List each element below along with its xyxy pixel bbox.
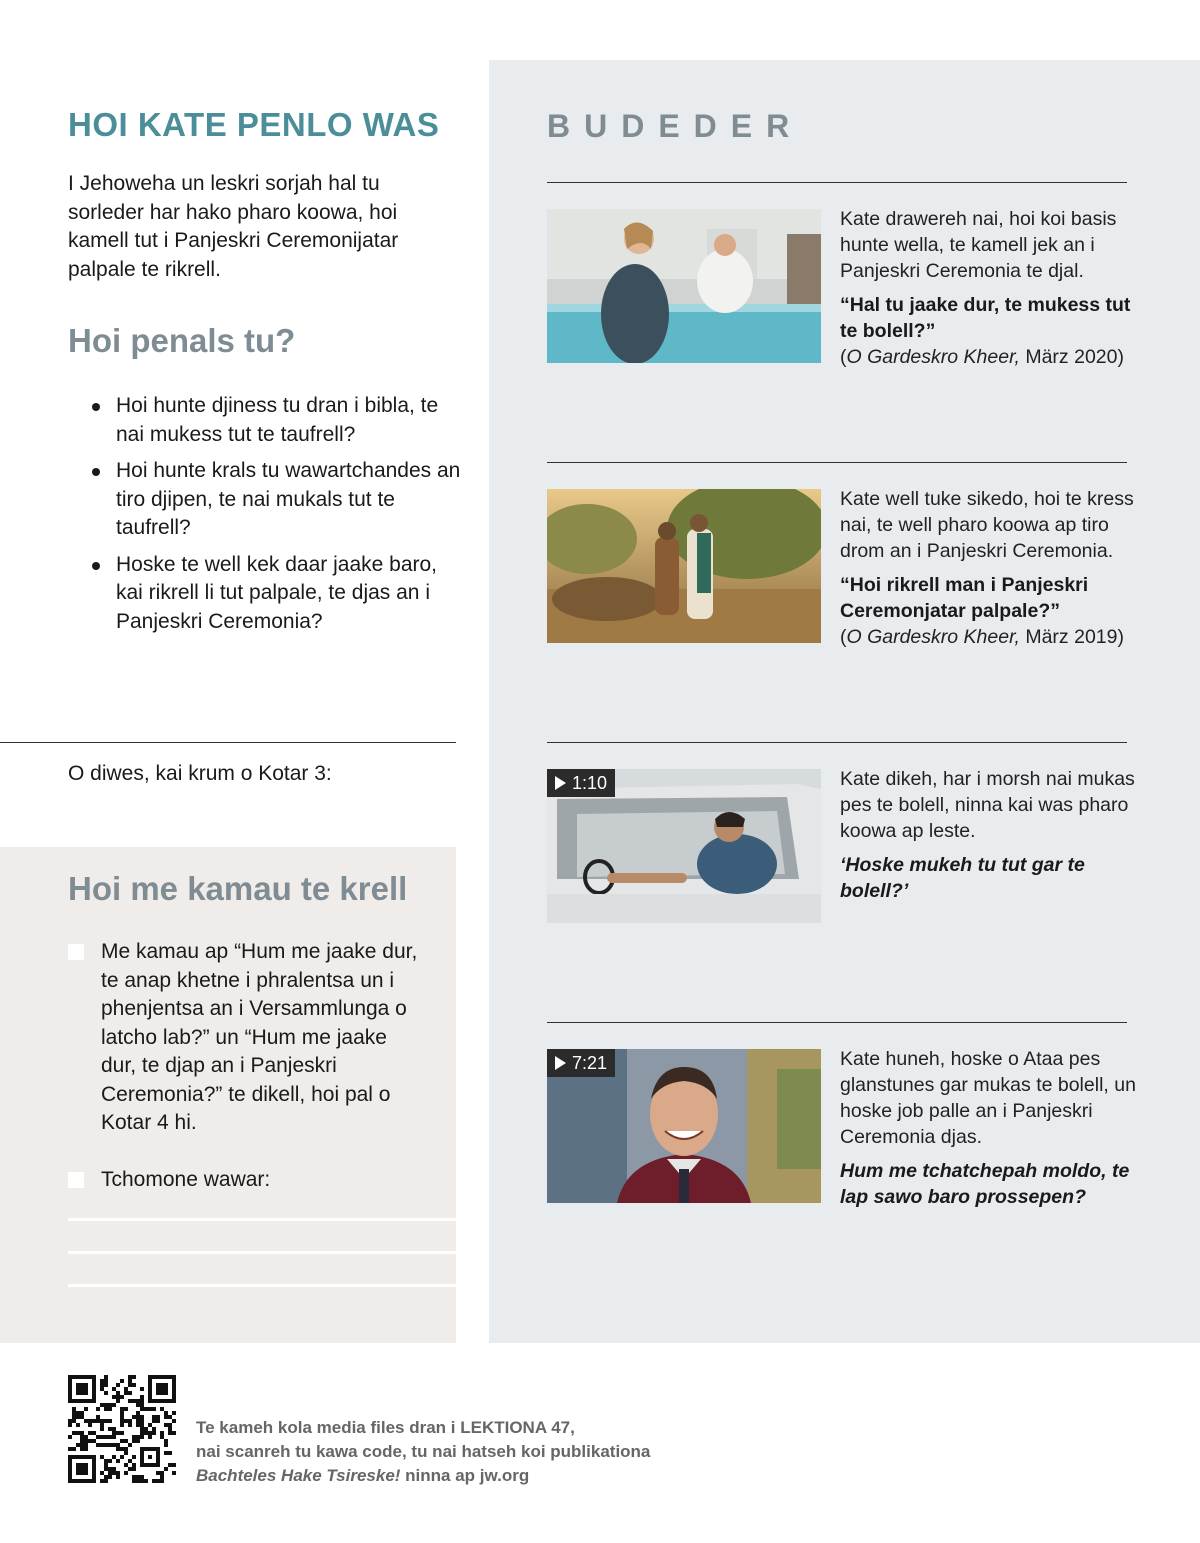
divider (547, 462, 1127, 463)
writing-line[interactable] (68, 1218, 456, 1221)
footer-line: Te kameh kola media files dran i LEKTIONA 47, (196, 1418, 575, 1437)
video-smiling-man-icon[interactable] (547, 1049, 821, 1203)
video-duration-badge (547, 1049, 615, 1077)
resource-title-link[interactable]: ‘Hoske mukeh tu tut gar te bolell?’ (840, 854, 1085, 902)
resource-source: (O Gardeskro Kheer, März 2019) (840, 626, 1124, 648)
video-man-in-car-icon[interactable] (547, 769, 821, 923)
questions-heading: Hoi penals tu? (68, 322, 296, 359)
completion-date-label: O diwes, kai krum o Kotar 3: (68, 762, 332, 785)
resource-title-link[interactable]: “Hoi rikrell man i Panjeskri Ceremonjatar palpale?” (840, 574, 1089, 622)
resources-heading: BUDEDER (547, 108, 804, 144)
resource-description: Kate well tuke sikedo, hoi te kress nai, te well pharo koowa ap tiro drom an i Panjeskri Ceremonia. (840, 488, 1134, 562)
resource-description: Kate dikeh, har i morsh nai mukas pes te bolell, ninna kai was pharo koowa ap leste. (840, 768, 1135, 842)
video-duration: 7:21 (572, 1053, 608, 1073)
bullet-icon (92, 468, 100, 476)
resource-item-3 (840, 766, 1140, 904)
publication-title: Bachteles Hake Tsireske! (196, 1466, 401, 1485)
task-text: Me kamau ap “Hum me jaake dur, te anap khetne i phralentsa un i phenjentsa an i Versammlunga o latcho lab?” un “Hum me jaake dur, te djap an i Panjeskri Ceremonia?” te dikell, hoi pal o Kotar 4 hi. (101, 940, 418, 1134)
intro-text: I Jehoweha un leskri sorjah hal tu sorleder har hako pharo koowa, hoi kamell tut i Panjeskri Ceremonijatar palpale te rikrell. (68, 172, 399, 281)
list-item (92, 457, 462, 543)
list-item (92, 392, 462, 449)
play-icon (555, 1056, 566, 1070)
source-publication: O Gardeskro Kheer, (846, 346, 1020, 368)
question-text: Hoske te well kek daar jaake baro, kai rikrell li tut palpale, te djas an i Panjeskri Ceremonia? (116, 552, 437, 633)
play-icon (555, 776, 566, 790)
checkbox-icon[interactable] (68, 944, 84, 960)
baptism-photo-icon[interactable] (547, 209, 821, 363)
video-duration-badge (547, 769, 615, 797)
task-item (68, 1166, 421, 1195)
page-title: HOI KATE PENLO WAS (68, 106, 440, 143)
bullet-icon (92, 562, 100, 570)
tasks-heading: Hoi me kamau te krell (68, 870, 408, 907)
divider (0, 742, 456, 743)
footer-note (196, 1416, 650, 1488)
resource-source: (O Gardeskro Kheer, März 2020) (840, 346, 1124, 368)
resource-description: Kate huneh, hoske o Ataa pes glanstunes gar mukas te bolell, un hoske job palle an i Panjeskri Ceremonia djas. (840, 1048, 1136, 1148)
qr-code-icon[interactable] (68, 1375, 176, 1483)
divider (547, 742, 1127, 743)
question-text: Hoi hunte djiness tu dran i bibla, te nai mukess tut te taufrell? (116, 394, 439, 446)
writing-line[interactable] (68, 1251, 456, 1254)
divider (547, 182, 1127, 183)
source-date: März 2019 (1025, 626, 1118, 648)
painting-jesus-disciple-icon[interactable] (547, 489, 821, 643)
bullet-icon (92, 403, 100, 411)
resource-title-link[interactable]: Hum me tchatchepah moldo, te lap sawo baro prossepen? (840, 1160, 1130, 1208)
writing-line[interactable] (68, 1284, 456, 1287)
resource-item-2 (840, 486, 1140, 650)
resource-description: Kate drawereh nai, hoi koi basis hunte wella, te kamell jek an i Panjeskri Ceremonia te djal. (840, 208, 1117, 282)
task-text: Tchomone wawar: (101, 1168, 271, 1191)
footer-line: ninna ap jw.org (400, 1466, 530, 1485)
checkbox-icon[interactable] (68, 1172, 84, 1188)
question-text: Hoi hunte krals tu wawartchandes an tiro djipen, te nai mukals tut te taufrell? (116, 459, 461, 539)
source-publication: O Gardeskro Kheer, (846, 626, 1020, 648)
divider (547, 1022, 1127, 1023)
resource-item-1 (840, 206, 1140, 370)
source-date: März 2020 (1025, 346, 1118, 368)
list-item (92, 551, 462, 637)
video-duration: 1:10 (572, 773, 608, 793)
resource-item-4 (840, 1046, 1140, 1210)
question-list (92, 392, 462, 644)
footer-line: nai scanreh tu kawa code, tu nai hatseh koi publikationa (196, 1442, 651, 1461)
task-item (68, 938, 421, 1138)
resource-title-link[interactable]: “Hal tu jaake dur, te mukess tut te bolell?” (840, 294, 1131, 342)
